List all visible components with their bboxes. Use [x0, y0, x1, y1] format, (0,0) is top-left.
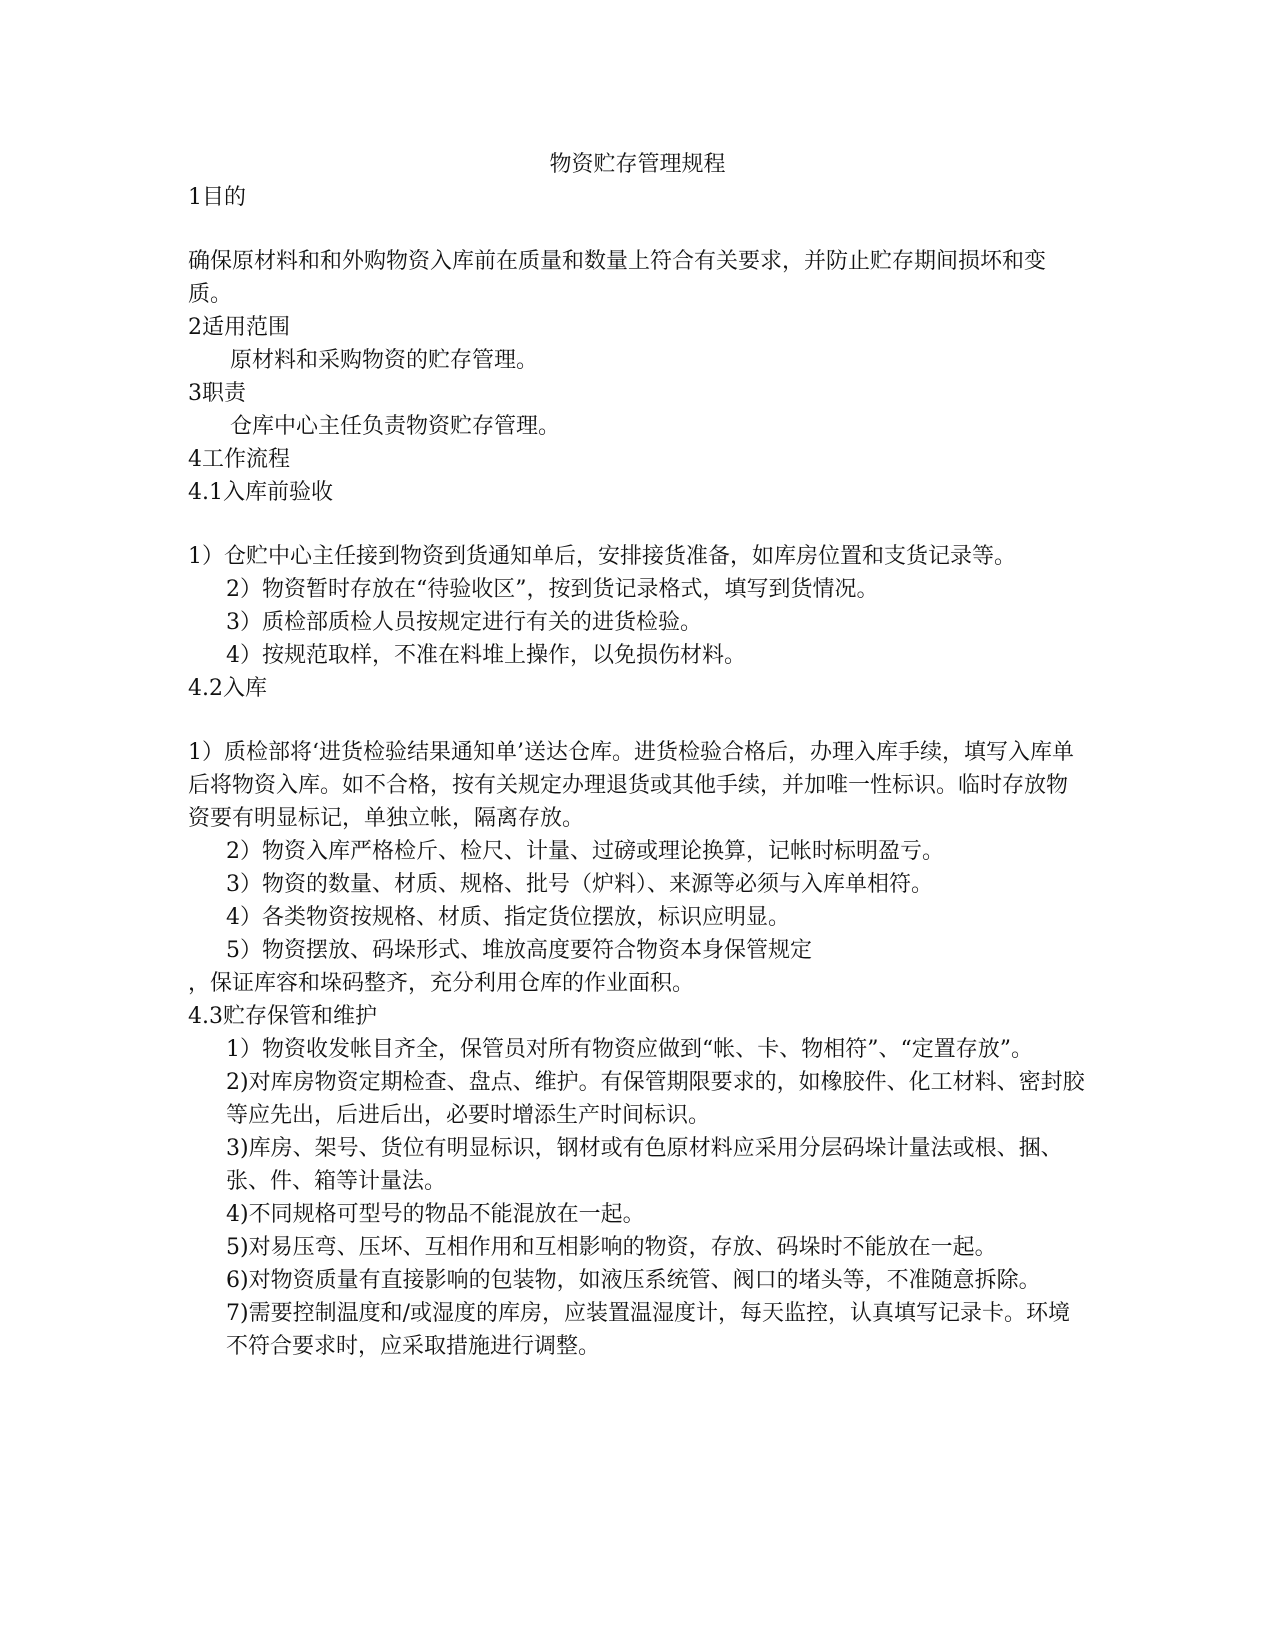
section-3-text: 仓库中心主任负责物资贮存管理。	[230, 414, 561, 439]
section-4-3-item-5: 5)对易压弯、压坏、互相作用和互相影响的物资，存放、码垛时不能放在一起。	[226, 1235, 997, 1260]
section-4-2-item-2: 2）物资入库严格检斤、检尺、计量、过磅或理论换算，记帐时标明盈亏。	[226, 839, 944, 864]
spacer	[188, 705, 1088, 736]
section-4-heading: 4工作流程	[188, 447, 290, 472]
section-4-3-item-2: 2)对库房物资定期检查、盘点、维护。有保管期限要求的，如橡胶件、化工材料、密封胶等应先出，后进后出，必要时增添生产时间标识。	[226, 1070, 1085, 1128]
section-2-heading: 2适用范围	[188, 315, 290, 340]
spacer	[188, 509, 1088, 540]
section-4-2-item-5: 5）物资摆放、码垛形式、堆放高度要符合物资本身保管规定	[226, 938, 812, 963]
section-4-3-item-7: 7)需要控制温度和/或湿度的库房，应装置温湿度计，每天监控，认真填写记录卡。环境不符合要求时，应采取措施进行调整。	[226, 1301, 1070, 1359]
section-1-heading: 1目的	[188, 185, 246, 210]
section-4-3-item-1: 1）物资收发帐目齐全，保管员对所有物资应做到“帐、卡、物相符”、“定置存放”。	[226, 1037, 1033, 1062]
section-4-3-heading: 4.3贮存保管和维护	[188, 1004, 377, 1029]
section-4-2-item-1: 1）质检部将‘进货检验结果通知单’送达仓库。进货检验合格后，办理入库手续，填写入库单后将物资入库。如不合格，按有关规定办理退货或其他手续，并加唯一性标识。临时存放物资要有明显标记，单独立帐，隔离存放。	[188, 740, 1074, 831]
section-4-1-item-3: 3）质检部质检人员按规定进行有关的进货检验。	[226, 610, 702, 635]
section-4-3-item-4: 4)不同规格可型号的物品不能混放在一起。	[226, 1202, 645, 1227]
section-4-2-item-5-continued: ，保证库容和垛码整齐，充分利用仓库的作业面积。	[188, 971, 695, 996]
spacer	[188, 214, 1088, 245]
section-4-1-item-1: 1）仓贮中心主任接到物资到货通知单后，安排接货准备，如库房位置和支货记录等。	[188, 544, 1016, 569]
section-4-3-item-6: 6)对物资质量有直接影响的包装物，如液压系统管、阀口的堵头等，不准随意拆除。	[226, 1268, 1041, 1293]
section-4-1-heading: 4.1入库前验收	[188, 480, 333, 505]
section-2-text: 原材料和采购物资的贮存管理。	[230, 348, 539, 373]
section-1-text: 确保原材料和和外购物资入库前在质量和数量上符合有关要求，并防止贮存期间损坏和变质。	[188, 249, 1047, 307]
section-4-2-heading: 4.2入库	[188, 676, 267, 701]
document-title: 物资贮存管理规程	[549, 152, 726, 177]
section-4-2-item-3: 3）物资的数量、材质、规格、批号（炉料）、来源等必须与入库单相符。	[226, 872, 933, 897]
section-3-heading: 3职责	[188, 381, 246, 406]
document-body	[188, 181, 1088, 1363]
section-4-3-item-3: 3)库房、架号、货位有明显标识，钢材或有色原材料应采用分层码垛计量法或根、捆、张、件、箱等计量法。	[226, 1136, 1063, 1194]
section-4-2-item-4: 4）各类物资按规格、材质、指定货位摆放，标识应明显。	[226, 905, 790, 930]
section-4-1-item-4: 4）按规范取样，不准在料堆上操作，以免损伤材料。	[226, 643, 746, 668]
section-4-1-item-2: 2）物资暂时存放在“待验收区”，按到货记录格式，填写到货情况。	[226, 577, 879, 602]
